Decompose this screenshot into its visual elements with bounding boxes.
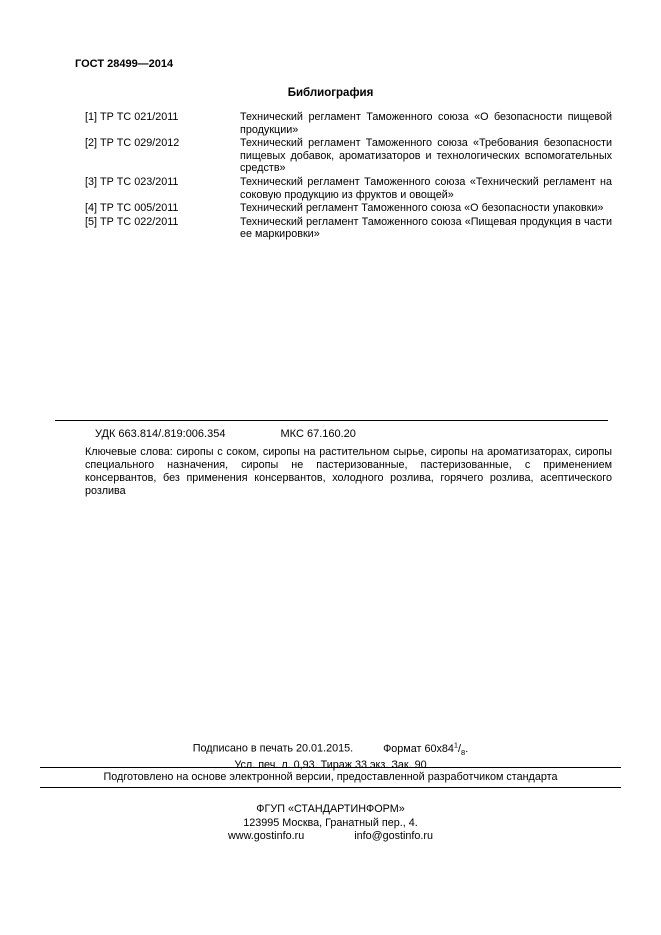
publisher-email: info@gostinfo.ru: [354, 830, 433, 842]
entry-description: Технический регламент Таможенного союза «Технический регламент на соковую продукцию из фруктов и овощей»: [240, 175, 612, 201]
doc-number: ГОСТ 28499—2014: [75, 58, 174, 70]
format-slash: /: [458, 742, 462, 755]
bibliography-entry: [85, 216, 612, 241]
mks-label: МКС 67.160.20: [280, 428, 356, 440]
format-subscript: 8: [461, 747, 466, 757]
format-suffix: .: [465, 742, 469, 755]
bibliography-title: Библиография: [287, 87, 374, 99]
entry-code: [2] ТР ТС 029/2012: [85, 137, 180, 150]
publisher-website: www.gostinfo.ru: [227, 830, 305, 842]
publisher-name: ФГУП «СТАНДАРТИНФОРМ»: [256, 803, 405, 815]
entry-code: [5] ТР ТС 022/2011: [85, 215, 179, 228]
entry-description: Технический регламент Таможенного союза «О безопасности пищевой продукции»: [240, 111, 612, 136]
keywords-paragraph: Ключевые слова: сиропы с соком, сиропы на растительном сырье, сиропы на ароматизаторах, сиропы специального назначения, сиропы не пастеризованные, пастеризованные, с применением консервантов, без применения консервантов, холодного розлива, горячего розлива, асептического розлива: [85, 446, 612, 497]
entry-code: [1] ТР ТС 021/2011: [85, 111, 179, 123]
bibliography-entry: [85, 176, 612, 201]
entry-code: [4] ТР ТС 005/2011: [85, 202, 179, 215]
print-line-1: [0, 738, 661, 759]
bibliography-entry: [85, 137, 612, 175]
publisher-contacts: [0, 830, 661, 844]
format-superscript: 1: [453, 740, 459, 749]
publisher-block: [0, 803, 661, 844]
entry-description: Технический регламент Таможенного союза «О безопасности упаковки»: [240, 202, 604, 215]
entry-description: Технический регламент Таможенного союза «Пищевая продукция в части ее маркировки»: [240, 215, 612, 241]
bibliography-entry: [85, 202, 612, 215]
bibliography-section: [85, 111, 612, 242]
print-line-2: Усл. печ. л. 0,93. Тираж 33 экз. Зак. 90: [234, 758, 427, 771]
print-format: [383, 740, 469, 757]
signed-date: Подписано в печать 20.01.2015.: [192, 742, 354, 755]
format-prefix: Формат 60х84: [383, 742, 454, 755]
section-divider: [55, 420, 608, 421]
prepared-note: Подготовлено на основе электронной версии, предоставленной разработчиком стандарта: [40, 767, 621, 788]
udk-label: УДК 663.814/.819:006.354: [95, 428, 226, 440]
publisher-address: 123995 Москва, Гранатный пер., 4.: [243, 816, 418, 829]
bibliography-entry: [85, 111, 612, 136]
entry-description: Технический регламент Таможенного союза «Требования безопасности пищевых добавок, ароматизаторов и технологических вспомогательных средств»: [240, 137, 612, 175]
entry-code: [3] ТР ТС 023/2011: [85, 175, 179, 188]
classification-line: [95, 428, 356, 440]
